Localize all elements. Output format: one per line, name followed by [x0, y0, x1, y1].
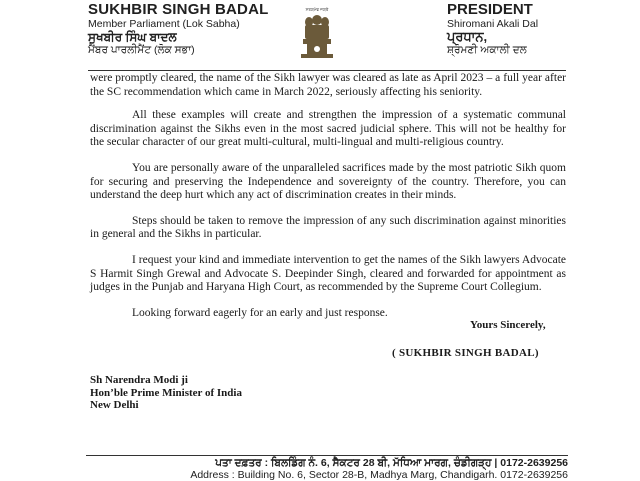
sender-name-gurmukhi: ਸੁਖਬੀਰ ਸਿੰਘ ਬਾਦਲ [88, 30, 177, 44]
letterhead [0, 0, 640, 70]
national-emblem-icon [297, 6, 337, 62]
paragraph-5: I request your kind and immediate intervention to get the names of the Sikh lawyers Advocate S Harmit Singh Grewal and Advocate S. Deepinder Singh, cleared and forwarded for appointment as judges in the Punjab and Haryana High Court, as recommended by the Supreme Court Collegium. [90, 253, 566, 294]
paragraph-6: Looking forward eagerly for an early and just response. [132, 306, 388, 319]
recipient-city: New Delhi [90, 399, 139, 411]
letter-body [90, 72, 566, 332]
recipient-designation: Hon’ble Prime Minister of India [90, 386, 242, 399]
footer [0, 457, 640, 481]
recipient-address [90, 374, 242, 412]
sender-designation: Member Parliament (Lok Sabha) [88, 18, 240, 30]
letterhead-left [88, 2, 268, 56]
paragraph-3: You are personally aware of the unparalleled sacrifices made by the most patriotic Sikh quom for securing and preserving the Independence and sovereignty of the country. Therefore, you can understand the deep hurt which any act of discrimination creates in their minds. [90, 161, 566, 202]
footer-divider [86, 455, 568, 456]
sender-title-gurmukhi: ਪ੍ਰਧਾਨ, [447, 29, 488, 44]
paragraph-4: Steps should be taken to remove the impression of any such discrimination against minorities in general and the Sikhs in particular. [90, 214, 566, 241]
letterhead-right [447, 2, 538, 56]
emblem-caption: ਸਤਯਮੇਵ ਜਯਤੇ [305, 7, 329, 12]
paragraph-2: All these examples will create and strengthen the impression of a systematic communal discrimination against the Sikhs even in the most sacred judicial sphere. This will not be healthy for the secular character of our great multi-cultural, multi-lingual and multi-religious country. [90, 109, 566, 149]
sender-title: PRESIDENT [447, 1, 533, 18]
recipient-name: Sh Narendra Modi ji [90, 374, 188, 386]
sender-name: SUKHBIR SINGH BADAL [88, 1, 269, 18]
header-divider [88, 70, 566, 71]
signature-name: ( SUKHBIR SINGH BADAL) [392, 347, 539, 359]
party-name-gurmukhi: ਸ਼੍ਰੋਮਣੀ ਅਕਾਲੀ ਦਲ [447, 44, 527, 56]
sender-designation-gurmukhi: ਮੈਂਬਰ ਪਾਰਲੀਮੈਂਟ (ਲੋਕ ਸਭਾ) [88, 44, 195, 56]
closing: Yours Sincerely, [470, 319, 546, 331]
footer-address-gurmukhi: ਪਤਾ ਦਫ਼ਤਰ : ਬਿਲਡਿੰਗ ਨੰ. 6, ਸੈਕਟਰ 28 ਬੀ, ਮੱਧਿਆ ਮਾਰਗ, ਚੰਡੀਗੜ੍ਹ | 0172-2639256 [215, 457, 568, 469]
paragraph-1: were promptly cleared, the name of the Sikh lawyer was cleared as late as April 2023 – a full year after the SC recommendation which came in March 2022, seriously affecting his seniority. [90, 72, 566, 98]
footer-address-english: Address : Building No. 6, Sector 28-B, Madhya Marg, Chandigarh. 0172-2639256 [190, 469, 568, 481]
party-name: Shiromani Akali Dal [447, 18, 539, 30]
